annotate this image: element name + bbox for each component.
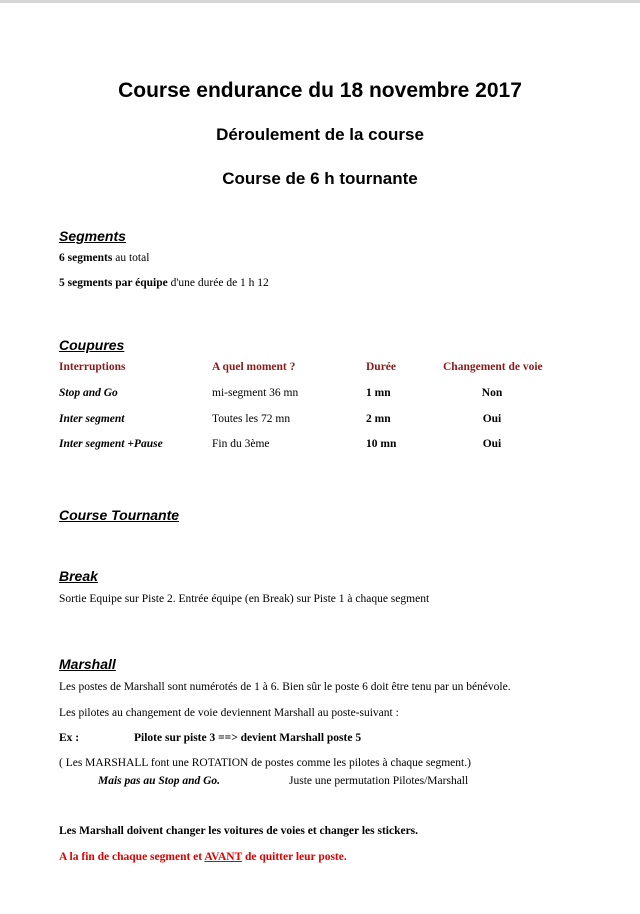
table-header-duree: Durée <box>366 361 397 373</box>
red-warning-part-1: A la fin de chaque segment et <box>59 851 205 863</box>
segments-line-1-bold: 6 segments <box>59 252 113 264</box>
table-header-interruptions: Interruptions <box>59 361 126 373</box>
stop-and-go-note: Mais pas au Stop and Go. <box>98 775 221 787</box>
document-subtitle: Déroulement de la course <box>216 125 424 144</box>
table-cell: Fin du 3ème <box>212 438 270 450</box>
course-tournante-heading: Course Tournante <box>59 507 180 523</box>
segments-line-2-bold: 5 segments par équipe <box>59 277 168 289</box>
table-cell: Toutes les 72 mn <box>212 413 291 425</box>
break-text: Sortie Equipe sur Piste 2. Entrée équipe (en Break) sur Piste 1 à chaque segment <box>59 593 430 605</box>
marshall-line-1: Les postes de Marshall sont numérotés de 1 à 6. Bien sûr le poste 6 doit être tenu par un bénévole. <box>59 681 511 693</box>
table-cell: 2 mn <box>366 413 391 425</box>
coupures-heading: Coupures <box>59 337 125 353</box>
segments-line-2-rest: d'une durée de 1 h 12 <box>167 277 269 289</box>
example-text: Pilote sur piste 3 ==> devient Marshall poste 5 <box>134 732 362 744</box>
segments-heading: Segments <box>59 228 126 244</box>
break-heading: Break <box>59 568 98 584</box>
table-cell: Non <box>481 387 503 399</box>
table-cell: Inter segment +Pause <box>59 438 163 450</box>
marshall-red-warning <box>59 851 347 863</box>
table-header-changement: Changement de voie <box>443 361 543 373</box>
marshall-line-2: Les pilotes au changement de voie deviennent Marshall au poste-suivant : <box>59 707 399 719</box>
segments-line-1-rest: au total <box>112 252 150 264</box>
top-border <box>0 0 640 3</box>
table-cell: Stop and Go <box>59 387 118 399</box>
table-cell: mi-segment 36 mn <box>212 387 299 399</box>
permutation-note: Juste une permutation Pilotes/Marshall <box>289 775 469 787</box>
marshall-warning: Les Marshall doivent changer les voitures de voies et changer les stickers. <box>59 825 419 837</box>
segments-line-2 <box>59 277 269 289</box>
document-subtitle-2: Course de 6 h tournante <box>222 169 418 188</box>
table-cell: Oui <box>482 438 502 450</box>
table-cell: 10 mn <box>366 438 397 450</box>
red-warning-avant: AVANT <box>204 851 243 863</box>
document-title: Course endurance du 18 novembre 2017 <box>118 79 522 102</box>
table-header-moment: A quel moment ? <box>212 361 296 373</box>
table-cell: Oui <box>482 413 502 425</box>
example-label: Ex : <box>59 732 80 744</box>
segments-line-1 <box>59 252 149 264</box>
red-warning-part-3: de quitter leur poste. <box>242 851 347 863</box>
rotation-note: ( Les MARSHALL font une ROTATION de postes comme les pilotes à chaque segment.) <box>59 757 471 769</box>
table-cell: Inter segment <box>59 413 125 425</box>
table-cell: 1 mn <box>366 387 391 399</box>
marshall-heading: Marshall <box>59 656 116 672</box>
